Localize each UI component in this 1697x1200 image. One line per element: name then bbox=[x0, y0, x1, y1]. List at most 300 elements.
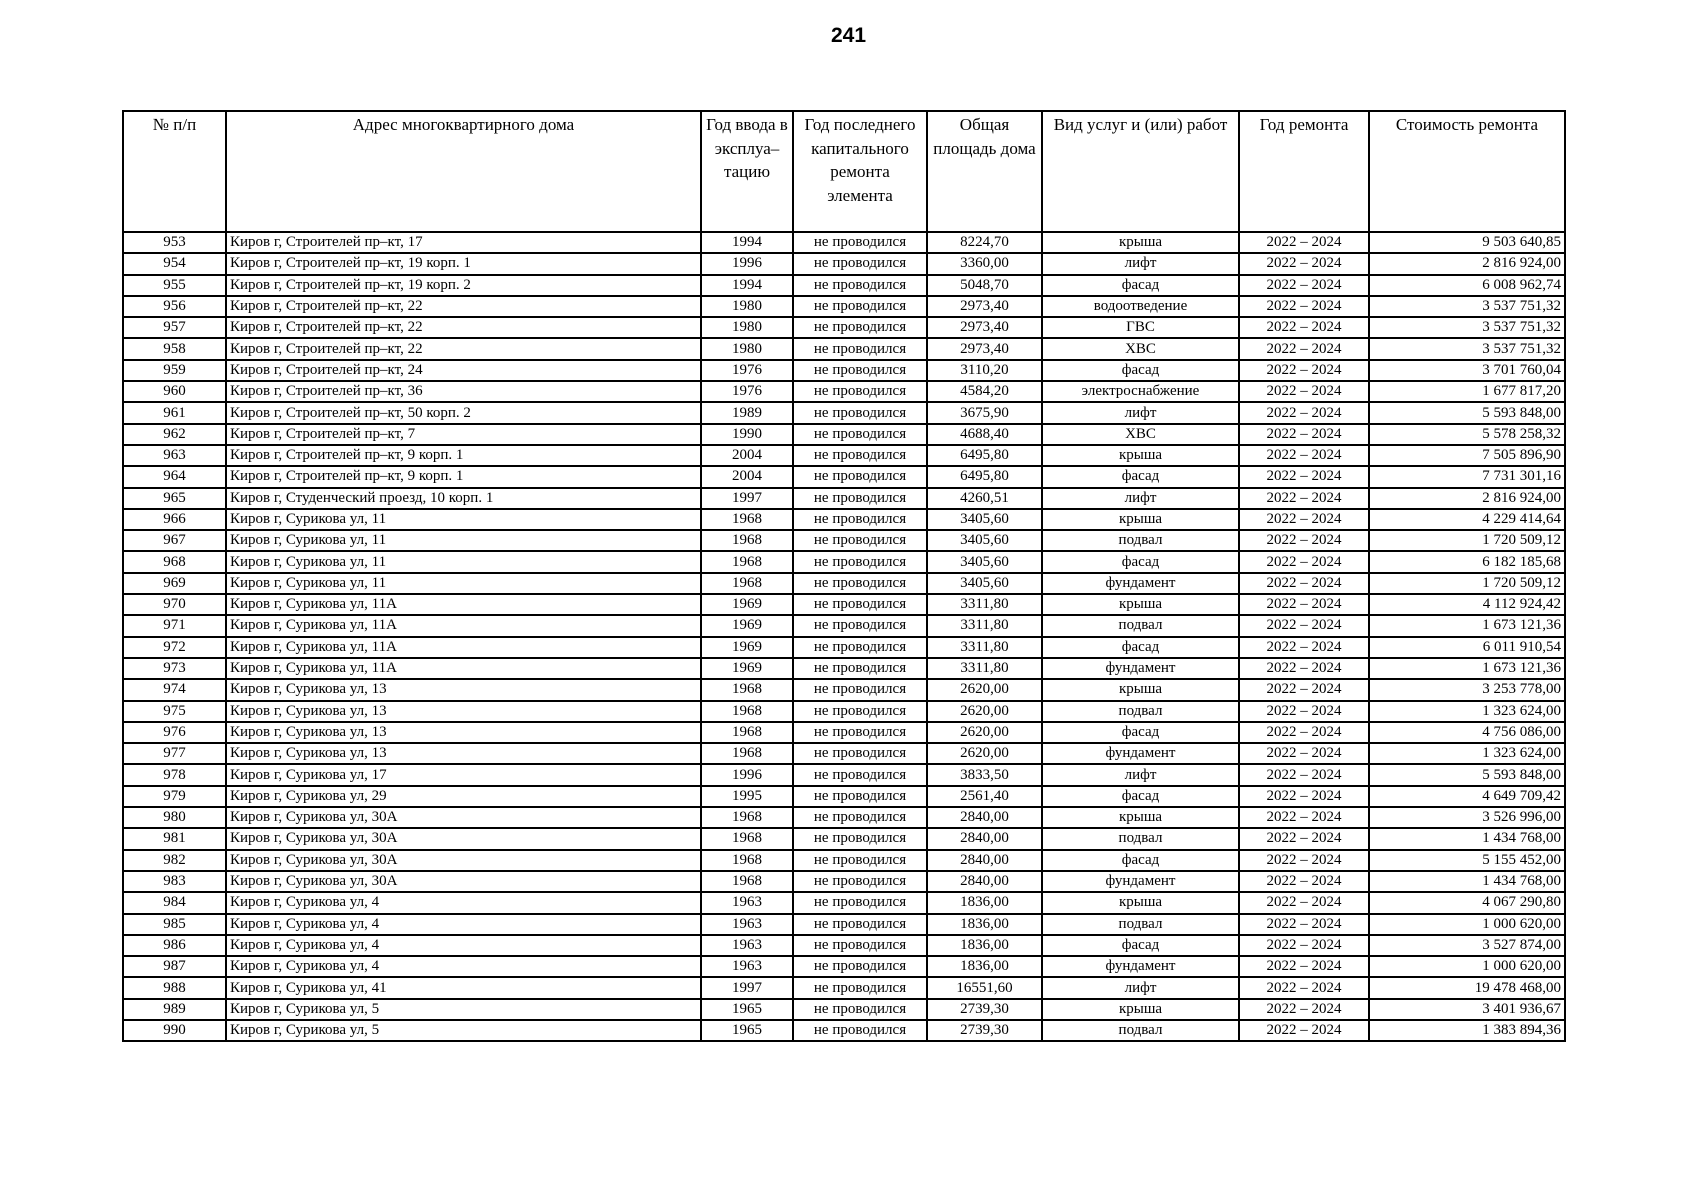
cell-cost: 9 503 640,85 bbox=[1369, 232, 1565, 253]
cell-service: крыша bbox=[1042, 892, 1239, 913]
cell-last-repair: не проводился bbox=[793, 679, 927, 700]
table-row bbox=[123, 935, 1565, 956]
header-cost: Стоимость ремонта bbox=[1369, 111, 1565, 232]
table-row bbox=[123, 317, 1565, 338]
cell-cost: 2 816 924,00 bbox=[1369, 253, 1565, 274]
cell-num: 977 bbox=[123, 743, 226, 764]
cell-last-repair: не проводился bbox=[793, 956, 927, 977]
cell-year-built: 1968 bbox=[701, 743, 793, 764]
cell-year-built: 1996 bbox=[701, 253, 793, 274]
cell-service: фундамент bbox=[1042, 956, 1239, 977]
table-row bbox=[123, 956, 1565, 977]
cell-num: 986 bbox=[123, 935, 226, 956]
cell-cost: 1 000 620,00 bbox=[1369, 914, 1565, 935]
table-row bbox=[123, 402, 1565, 423]
cell-year-built: 1994 bbox=[701, 275, 793, 296]
table-row bbox=[123, 615, 1565, 636]
cell-cost: 6 011 910,54 bbox=[1369, 637, 1565, 658]
cell-cost: 3 526 996,00 bbox=[1369, 807, 1565, 828]
page-number: 241 bbox=[830, 24, 867, 47]
cell-repair-year: 2022 – 2024 bbox=[1239, 594, 1369, 615]
cell-year-built: 1990 bbox=[701, 424, 793, 445]
table-row bbox=[123, 764, 1565, 785]
cell-area: 4260,51 bbox=[927, 488, 1042, 509]
cell-service: подвал bbox=[1042, 530, 1239, 551]
cell-address: Киров г, Сурикова ул, 11 bbox=[226, 573, 701, 594]
cell-year-built: 1963 bbox=[701, 956, 793, 977]
cell-last-repair: не проводился bbox=[793, 914, 927, 935]
header-area: Общая площадь дома bbox=[927, 111, 1042, 232]
cell-service: подвал bbox=[1042, 701, 1239, 722]
cell-cost: 1 720 509,12 bbox=[1369, 573, 1565, 594]
cell-address: Киров г, Студенческий проезд, 10 корп. 1 bbox=[226, 488, 701, 509]
cell-year-built: 1965 bbox=[701, 1020, 793, 1041]
cell-area: 3360,00 bbox=[927, 253, 1042, 274]
cell-address: Киров г, Сурикова ул, 41 bbox=[226, 977, 701, 998]
table-row bbox=[123, 381, 1565, 402]
cell-num: 965 bbox=[123, 488, 226, 509]
repair-registry-table bbox=[122, 110, 1566, 1042]
cell-service: фундамент bbox=[1042, 743, 1239, 764]
cell-area: 8224,70 bbox=[927, 232, 1042, 253]
cell-repair-year: 2022 – 2024 bbox=[1239, 573, 1369, 594]
cell-cost: 7 505 896,90 bbox=[1369, 445, 1565, 466]
cell-year-built: 1980 bbox=[701, 317, 793, 338]
cell-address: Киров г, Сурикова ул, 30А bbox=[226, 850, 701, 871]
cell-service: ХВС bbox=[1042, 424, 1239, 445]
cell-area: 2840,00 bbox=[927, 850, 1042, 871]
cell-year-built: 1997 bbox=[701, 977, 793, 998]
cell-last-repair: не проводился bbox=[793, 743, 927, 764]
table-row bbox=[123, 466, 1565, 487]
cell-last-repair: не проводился bbox=[793, 338, 927, 359]
cell-num: 990 bbox=[123, 1020, 226, 1041]
cell-num: 957 bbox=[123, 317, 226, 338]
cell-cost: 1 720 509,12 bbox=[1369, 530, 1565, 551]
cell-last-repair: не проводился bbox=[793, 275, 927, 296]
cell-num: 987 bbox=[123, 956, 226, 977]
cell-year-built: 1968 bbox=[701, 701, 793, 722]
cell-address: Киров г, Сурикова ул, 11А bbox=[226, 637, 701, 658]
cell-last-repair: не проводился bbox=[793, 999, 927, 1020]
cell-service: фундамент bbox=[1042, 658, 1239, 679]
cell-num: 973 bbox=[123, 658, 226, 679]
cell-repair-year: 2022 – 2024 bbox=[1239, 424, 1369, 445]
cell-address: Киров г, Сурикова ул, 13 bbox=[226, 743, 701, 764]
cell-year-built: 1968 bbox=[701, 551, 793, 572]
cell-area: 3675,90 bbox=[927, 402, 1042, 423]
cell-address: Киров г, Строителей пр–кт, 24 bbox=[226, 360, 701, 381]
cell-area: 2620,00 bbox=[927, 743, 1042, 764]
cell-area: 2840,00 bbox=[927, 871, 1042, 892]
cell-address: Киров г, Сурикова ул, 4 bbox=[226, 914, 701, 935]
cell-area: 1836,00 bbox=[927, 956, 1042, 977]
cell-repair-year: 2022 – 2024 bbox=[1239, 253, 1369, 274]
cell-address: Киров г, Сурикова ул, 13 bbox=[226, 722, 701, 743]
cell-num: 971 bbox=[123, 615, 226, 636]
cell-area: 4584,20 bbox=[927, 381, 1042, 402]
cell-last-repair: не проводился bbox=[793, 807, 927, 828]
cell-service: водоотведение bbox=[1042, 296, 1239, 317]
cell-cost: 19 478 468,00 bbox=[1369, 977, 1565, 998]
cell-service: подвал bbox=[1042, 828, 1239, 849]
table-row bbox=[123, 743, 1565, 764]
cell-area: 3311,80 bbox=[927, 615, 1042, 636]
cell-service: фасад bbox=[1042, 935, 1239, 956]
table-row bbox=[123, 424, 1565, 445]
cell-last-repair: не проводился bbox=[793, 701, 927, 722]
cell-repair-year: 2022 – 2024 bbox=[1239, 317, 1369, 338]
cell-year-built: 1996 bbox=[701, 764, 793, 785]
cell-repair-year: 2022 – 2024 bbox=[1239, 551, 1369, 572]
cell-area: 3110,20 bbox=[927, 360, 1042, 381]
cell-service: ХВС bbox=[1042, 338, 1239, 359]
table-row bbox=[123, 786, 1565, 807]
table-row bbox=[123, 828, 1565, 849]
cell-repair-year: 2022 – 2024 bbox=[1239, 445, 1369, 466]
table-row bbox=[123, 360, 1565, 381]
cell-year-built: 1968 bbox=[701, 828, 793, 849]
cell-repair-year: 2022 – 2024 bbox=[1239, 871, 1369, 892]
cell-year-built: 1968 bbox=[701, 509, 793, 530]
cell-repair-year: 2022 – 2024 bbox=[1239, 764, 1369, 785]
cell-repair-year: 2022 – 2024 bbox=[1239, 338, 1369, 359]
cell-cost: 1 383 894,36 bbox=[1369, 1020, 1565, 1041]
cell-repair-year: 2022 – 2024 bbox=[1239, 1020, 1369, 1041]
cell-last-repair: не проводился bbox=[793, 402, 927, 423]
cell-area: 16551,60 bbox=[927, 977, 1042, 998]
table-row bbox=[123, 253, 1565, 274]
cell-area: 2973,40 bbox=[927, 317, 1042, 338]
cell-area: 6495,80 bbox=[927, 466, 1042, 487]
cell-year-built: 1968 bbox=[701, 679, 793, 700]
header-year-built: Год ввода в эксплуа– тацию bbox=[701, 111, 793, 232]
cell-cost: 1 323 624,00 bbox=[1369, 701, 1565, 722]
cell-area: 2840,00 bbox=[927, 828, 1042, 849]
cell-last-repair: не проводился bbox=[793, 977, 927, 998]
cell-year-built: 1976 bbox=[701, 381, 793, 402]
cell-address: Киров г, Сурикова ул, 30А bbox=[226, 828, 701, 849]
cell-repair-year: 2022 – 2024 bbox=[1239, 509, 1369, 530]
cell-area: 3405,60 bbox=[927, 573, 1042, 594]
cell-area: 2739,30 bbox=[927, 999, 1042, 1020]
table-row bbox=[123, 999, 1565, 1020]
cell-repair-year: 2022 – 2024 bbox=[1239, 999, 1369, 1020]
cell-address: Киров г, Сурикова ул, 11 bbox=[226, 530, 701, 551]
cell-last-repair: не проводился bbox=[793, 594, 927, 615]
cell-address: Киров г, Строителей пр–кт, 9 корп. 1 bbox=[226, 466, 701, 487]
cell-service: фасад bbox=[1042, 722, 1239, 743]
cell-address: Киров г, Строителей пр–кт, 19 корп. 2 bbox=[226, 275, 701, 296]
cell-address: Киров г, Сурикова ул, 11 bbox=[226, 551, 701, 572]
cell-service: электроснабжение bbox=[1042, 381, 1239, 402]
cell-year-built: 1980 bbox=[701, 296, 793, 317]
cell-num: 988 bbox=[123, 977, 226, 998]
cell-repair-year: 2022 – 2024 bbox=[1239, 828, 1369, 849]
cell-last-repair: не проводился bbox=[793, 1020, 927, 1041]
cell-repair-year: 2022 – 2024 bbox=[1239, 658, 1369, 679]
cell-cost: 4 229 414,64 bbox=[1369, 509, 1565, 530]
cell-last-repair: не проводился bbox=[793, 509, 927, 530]
cell-year-built: 1968 bbox=[701, 850, 793, 871]
cell-address: Киров г, Сурикова ул, 11А bbox=[226, 594, 701, 615]
cell-area: 1836,00 bbox=[927, 892, 1042, 913]
cell-service: лифт bbox=[1042, 764, 1239, 785]
cell-service: крыша bbox=[1042, 999, 1239, 1020]
cell-repair-year: 2022 – 2024 bbox=[1239, 977, 1369, 998]
cell-service: подвал bbox=[1042, 914, 1239, 935]
cell-address: Киров г, Сурикова ул, 4 bbox=[226, 892, 701, 913]
cell-year-built: 1968 bbox=[701, 530, 793, 551]
cell-last-repair: не проводился bbox=[793, 850, 927, 871]
cell-last-repair: не проводился bbox=[793, 892, 927, 913]
cell-num: 958 bbox=[123, 338, 226, 359]
cell-repair-year: 2022 – 2024 bbox=[1239, 914, 1369, 935]
cell-num: 983 bbox=[123, 871, 226, 892]
cell-repair-year: 2022 – 2024 bbox=[1239, 956, 1369, 977]
cell-service: фасад bbox=[1042, 275, 1239, 296]
cell-service: крыша bbox=[1042, 509, 1239, 530]
cell-last-repair: не проводился bbox=[793, 573, 927, 594]
cell-num: 959 bbox=[123, 360, 226, 381]
cell-area: 1836,00 bbox=[927, 935, 1042, 956]
table-row bbox=[123, 594, 1565, 615]
cell-area: 2973,40 bbox=[927, 338, 1042, 359]
cell-repair-year: 2022 – 2024 bbox=[1239, 850, 1369, 871]
cell-repair-year: 2022 – 2024 bbox=[1239, 402, 1369, 423]
cell-repair-year: 2022 – 2024 bbox=[1239, 296, 1369, 317]
cell-address: Киров г, Строителей пр–кт, 50 корп. 2 bbox=[226, 402, 701, 423]
cell-year-built: 1997 bbox=[701, 488, 793, 509]
table-row bbox=[123, 637, 1565, 658]
table-row bbox=[123, 977, 1565, 998]
cell-last-repair: не проводился bbox=[793, 828, 927, 849]
cell-cost: 1 673 121,36 bbox=[1369, 658, 1565, 679]
cell-address: Киров г, Строителей пр–кт, 19 корп. 1 bbox=[226, 253, 701, 274]
cell-year-built: 2004 bbox=[701, 445, 793, 466]
cell-num: 976 bbox=[123, 722, 226, 743]
cell-address: Киров г, Сурикова ул, 30А bbox=[226, 807, 701, 828]
table-row bbox=[123, 892, 1565, 913]
cell-area: 3405,60 bbox=[927, 509, 1042, 530]
cell-cost: 1 434 768,00 bbox=[1369, 828, 1565, 849]
cell-num: 979 bbox=[123, 786, 226, 807]
cell-repair-year: 2022 – 2024 bbox=[1239, 935, 1369, 956]
table-row bbox=[123, 445, 1565, 466]
cell-last-repair: не проводился bbox=[793, 871, 927, 892]
cell-repair-year: 2022 – 2024 bbox=[1239, 743, 1369, 764]
cell-repair-year: 2022 – 2024 bbox=[1239, 381, 1369, 402]
cell-area: 2973,40 bbox=[927, 296, 1042, 317]
header-address: Адрес многоквартирного дома bbox=[226, 111, 701, 232]
cell-num: 972 bbox=[123, 637, 226, 658]
cell-last-repair: не проводился bbox=[793, 360, 927, 381]
cell-service: фасад bbox=[1042, 637, 1239, 658]
cell-service: фундамент bbox=[1042, 871, 1239, 892]
cell-last-repair: не проводился bbox=[793, 530, 927, 551]
cell-year-built: 1994 bbox=[701, 232, 793, 253]
cell-address: Киров г, Строителей пр–кт, 22 bbox=[226, 317, 701, 338]
table-header-row bbox=[123, 111, 1565, 232]
cell-cost: 6 008 962,74 bbox=[1369, 275, 1565, 296]
cell-repair-year: 2022 – 2024 bbox=[1239, 530, 1369, 551]
cell-cost: 7 731 301,16 bbox=[1369, 466, 1565, 487]
cell-service: крыша bbox=[1042, 232, 1239, 253]
cell-cost: 1 000 620,00 bbox=[1369, 956, 1565, 977]
cell-repair-year: 2022 – 2024 bbox=[1239, 807, 1369, 828]
cell-service: фасад bbox=[1042, 551, 1239, 572]
cell-address: Киров г, Строителей пр–кт, 7 bbox=[226, 424, 701, 445]
cell-num: 963 bbox=[123, 445, 226, 466]
cell-service: фундамент bbox=[1042, 573, 1239, 594]
cell-area: 5048,70 bbox=[927, 275, 1042, 296]
cell-year-built: 1968 bbox=[701, 573, 793, 594]
cell-last-repair: не проводился bbox=[793, 786, 927, 807]
cell-area: 2561,40 bbox=[927, 786, 1042, 807]
cell-last-repair: не проводился bbox=[793, 722, 927, 743]
cell-cost: 3 527 874,00 bbox=[1369, 935, 1565, 956]
cell-area: 2620,00 bbox=[927, 701, 1042, 722]
cell-last-repair: не проводился bbox=[793, 317, 927, 338]
cell-repair-year: 2022 – 2024 bbox=[1239, 275, 1369, 296]
cell-num: 968 bbox=[123, 551, 226, 572]
cell-area: 1836,00 bbox=[927, 914, 1042, 935]
cell-address: Киров г, Сурикова ул, 11А bbox=[226, 615, 701, 636]
cell-num: 975 bbox=[123, 701, 226, 722]
cell-cost: 6 182 185,68 bbox=[1369, 551, 1565, 572]
cell-last-repair: не проводился bbox=[793, 232, 927, 253]
cell-service: фасад bbox=[1042, 786, 1239, 807]
cell-num: 956 bbox=[123, 296, 226, 317]
cell-num: 954 bbox=[123, 253, 226, 274]
header-service: Вид услуг и (или) работ bbox=[1042, 111, 1239, 232]
cell-num: 969 bbox=[123, 573, 226, 594]
cell-address: Киров г, Строителей пр–кт, 9 корп. 1 bbox=[226, 445, 701, 466]
cell-repair-year: 2022 – 2024 bbox=[1239, 722, 1369, 743]
cell-num: 962 bbox=[123, 424, 226, 445]
cell-year-built: 2004 bbox=[701, 466, 793, 487]
cell-address: Киров г, Строителей пр–кт, 22 bbox=[226, 296, 701, 317]
table-row bbox=[123, 850, 1565, 871]
cell-area: 2620,00 bbox=[927, 679, 1042, 700]
cell-repair-year: 2022 – 2024 bbox=[1239, 786, 1369, 807]
cell-repair-year: 2022 – 2024 bbox=[1239, 892, 1369, 913]
cell-area: 3311,80 bbox=[927, 594, 1042, 615]
cell-cost: 3 537 751,32 bbox=[1369, 296, 1565, 317]
cell-address: Киров г, Сурикова ул, 30А bbox=[226, 871, 701, 892]
header-last-repair: Год последнего капитального ремонта элемента bbox=[793, 111, 927, 232]
cell-year-built: 1980 bbox=[701, 338, 793, 359]
cell-repair-year: 2022 – 2024 bbox=[1239, 637, 1369, 658]
cell-service: фасад bbox=[1042, 466, 1239, 487]
table-row bbox=[123, 338, 1565, 359]
cell-num: 974 bbox=[123, 679, 226, 700]
cell-cost: 3 537 751,32 bbox=[1369, 338, 1565, 359]
cell-service: ГВС bbox=[1042, 317, 1239, 338]
cell-last-repair: не проводился bbox=[793, 381, 927, 402]
cell-cost: 2 816 924,00 bbox=[1369, 488, 1565, 509]
cell-year-built: 1963 bbox=[701, 892, 793, 913]
cell-repair-year: 2022 – 2024 bbox=[1239, 701, 1369, 722]
cell-area: 3405,60 bbox=[927, 530, 1042, 551]
cell-address: Киров г, Сурикова ул, 11А bbox=[226, 658, 701, 679]
cell-last-repair: не проводился bbox=[793, 935, 927, 956]
cell-address: Киров г, Сурикова ул, 17 bbox=[226, 764, 701, 785]
cell-service: фасад bbox=[1042, 360, 1239, 381]
cell-repair-year: 2022 – 2024 bbox=[1239, 615, 1369, 636]
cell-area: 6495,80 bbox=[927, 445, 1042, 466]
cell-area: 2620,00 bbox=[927, 722, 1042, 743]
cell-service: лифт bbox=[1042, 977, 1239, 998]
cell-address: Киров г, Строителей пр–кт, 36 bbox=[226, 381, 701, 402]
cell-year-built: 1976 bbox=[701, 360, 793, 381]
cell-service: крыша bbox=[1042, 594, 1239, 615]
cell-area: 3405,60 bbox=[927, 551, 1042, 572]
cell-num: 985 bbox=[123, 914, 226, 935]
cell-cost: 1 677 817,20 bbox=[1369, 381, 1565, 402]
table-row bbox=[123, 701, 1565, 722]
cell-area: 3311,80 bbox=[927, 637, 1042, 658]
cell-cost: 3 401 936,67 bbox=[1369, 999, 1565, 1020]
table-row bbox=[123, 679, 1565, 700]
cell-num: 960 bbox=[123, 381, 226, 402]
table-row bbox=[123, 914, 1565, 935]
cell-last-repair: не проводился bbox=[793, 253, 927, 274]
cell-address: Киров г, Сурикова ул, 4 bbox=[226, 956, 701, 977]
table-row bbox=[123, 807, 1565, 828]
cell-cost: 1 323 624,00 bbox=[1369, 743, 1565, 764]
cell-last-repair: не проводился bbox=[793, 445, 927, 466]
cell-service: лифт bbox=[1042, 402, 1239, 423]
cell-cost: 4 067 290,80 bbox=[1369, 892, 1565, 913]
cell-num: 953 bbox=[123, 232, 226, 253]
cell-year-built: 1963 bbox=[701, 935, 793, 956]
table-row bbox=[123, 573, 1565, 594]
cell-year-built: 1965 bbox=[701, 999, 793, 1020]
cell-repair-year: 2022 – 2024 bbox=[1239, 360, 1369, 381]
table-row bbox=[123, 1020, 1565, 1041]
cell-cost: 3 701 760,04 bbox=[1369, 360, 1565, 381]
cell-repair-year: 2022 – 2024 bbox=[1239, 466, 1369, 487]
cell-year-built: 1963 bbox=[701, 914, 793, 935]
cell-service: крыша bbox=[1042, 445, 1239, 466]
table-row bbox=[123, 871, 1565, 892]
cell-service: крыша bbox=[1042, 679, 1239, 700]
header-repair-year: Год ремонта bbox=[1239, 111, 1369, 232]
cell-cost: 1 434 768,00 bbox=[1369, 871, 1565, 892]
table-row bbox=[123, 488, 1565, 509]
cell-year-built: 1989 bbox=[701, 402, 793, 423]
cell-last-repair: не проводился bbox=[793, 424, 927, 445]
cell-address: Киров г, Сурикова ул, 13 bbox=[226, 701, 701, 722]
cell-num: 980 bbox=[123, 807, 226, 828]
cell-num: 967 bbox=[123, 530, 226, 551]
cell-service: лифт bbox=[1042, 488, 1239, 509]
cell-last-repair: не проводился bbox=[793, 466, 927, 487]
cell-num: 966 bbox=[123, 509, 226, 530]
cell-year-built: 1969 bbox=[701, 594, 793, 615]
table-row bbox=[123, 658, 1565, 679]
table-row bbox=[123, 722, 1565, 743]
cell-address: Киров г, Сурикова ул, 5 bbox=[226, 1020, 701, 1041]
cell-address: Киров г, Сурикова ул, 5 bbox=[226, 999, 701, 1020]
cell-cost: 5 593 848,00 bbox=[1369, 764, 1565, 785]
cell-cost: 5 578 258,32 bbox=[1369, 424, 1565, 445]
table-row bbox=[123, 275, 1565, 296]
cell-cost: 3 253 778,00 bbox=[1369, 679, 1565, 700]
table-row bbox=[123, 232, 1565, 253]
cell-num: 978 bbox=[123, 764, 226, 785]
